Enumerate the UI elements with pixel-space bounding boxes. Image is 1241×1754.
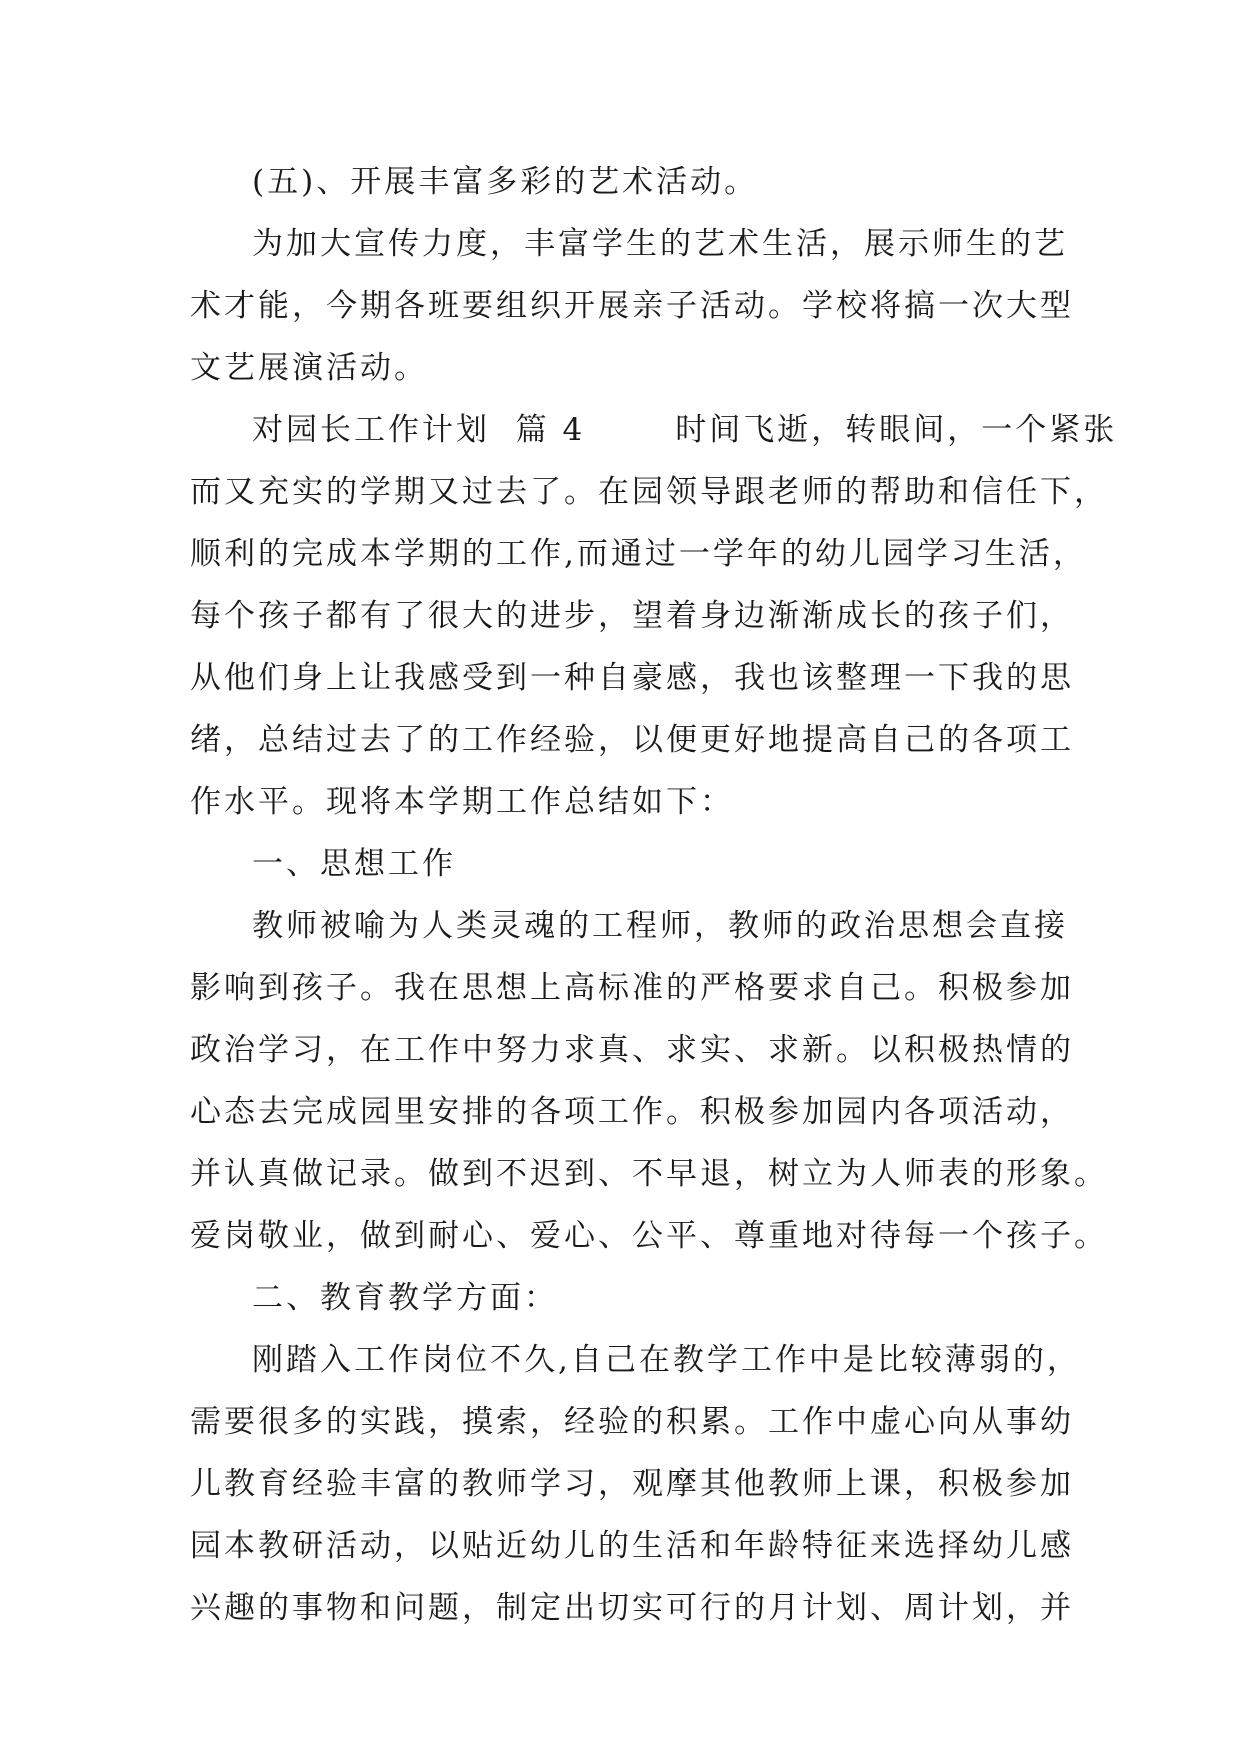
paragraph-line: 文艺展演活动。 bbox=[190, 350, 428, 386]
paragraph-line: 而又充实的学期又过去了。在园领导跟老师的帮助和信任下， bbox=[190, 474, 1108, 510]
article-heading-line: 对园长工作计划 篇 4 时间飞逝，转眼间，一个紧张 bbox=[252, 412, 1118, 448]
paragraph-line: 每个孩子都有了很大的进步，望着身边渐渐成长的孩子们， bbox=[190, 598, 1074, 634]
paragraph-line: 顺利的完成本学期的工作,而通过一学年的幼儿园学习生活， bbox=[190, 536, 1087, 572]
paragraph-line: 兴趣的事物和问题，制定出切实可行的月计划、周计划，并 bbox=[190, 1590, 1074, 1626]
paragraph-line: 政治学习，在工作中努力求真、求实、求新。以积极热情的 bbox=[190, 1032, 1074, 1068]
paragraph-line: 作水平。现将本学期工作总结如下： bbox=[190, 784, 734, 820]
paragraph-line: 刚踏入工作岗位不久,自己在教学工作中是比较薄弱的， bbox=[252, 1342, 1081, 1378]
paragraph-line: 绪，总结过去了的工作经验，以便更好地提高自己的各项工 bbox=[190, 722, 1074, 758]
paragraph-line: 儿教育经验丰富的教师学习，观摩其他教师上课，积极参加 bbox=[190, 1466, 1074, 1502]
paragraph-line: 心态去完成园里安排的各项工作。积极参加园内各项活动， bbox=[190, 1094, 1074, 1130]
paragraph-line: 影响到孩子。我在思想上高标准的严格要求自己。积极参加 bbox=[190, 970, 1074, 1006]
paragraph-line: 为加大宣传力度，丰富学生的艺术生活，展示师生的艺 bbox=[252, 226, 1068, 262]
paragraph-line: 需要很多的实践，摸索，经验的积累。工作中虚心向从事幼 bbox=[190, 1404, 1074, 1440]
paragraph-line: 园本教研活动，以贴近幼儿的生活和年龄特征来选择幼儿感 bbox=[190, 1528, 1074, 1564]
section-heading-1: 一、思想工作 bbox=[252, 846, 456, 882]
paragraph-line: 术才能，今期各班要组织开展亲子活动。学校将搞一次大型 bbox=[190, 288, 1074, 324]
paragraph-line: 爱岗敬业，做到耐心、爱心、公平、尊重地对待每一个孩子。 bbox=[190, 1218, 1108, 1254]
section-heading-5: (五)、开展丰富多彩的艺术活动。 bbox=[252, 164, 759, 200]
section-heading-2: 二、教育教学方面： bbox=[252, 1280, 558, 1316]
paragraph-line: 教师被喻为人类灵魂的工程师，教师的政治思想会直接 bbox=[252, 908, 1068, 944]
paragraph-line: 并认真做记录。做到不迟到、不早退，树立为人师表的形象。 bbox=[190, 1156, 1108, 1192]
paragraph-line: 从他们身上让我感受到一种自豪感，我也该整理一下我的思 bbox=[190, 660, 1074, 696]
